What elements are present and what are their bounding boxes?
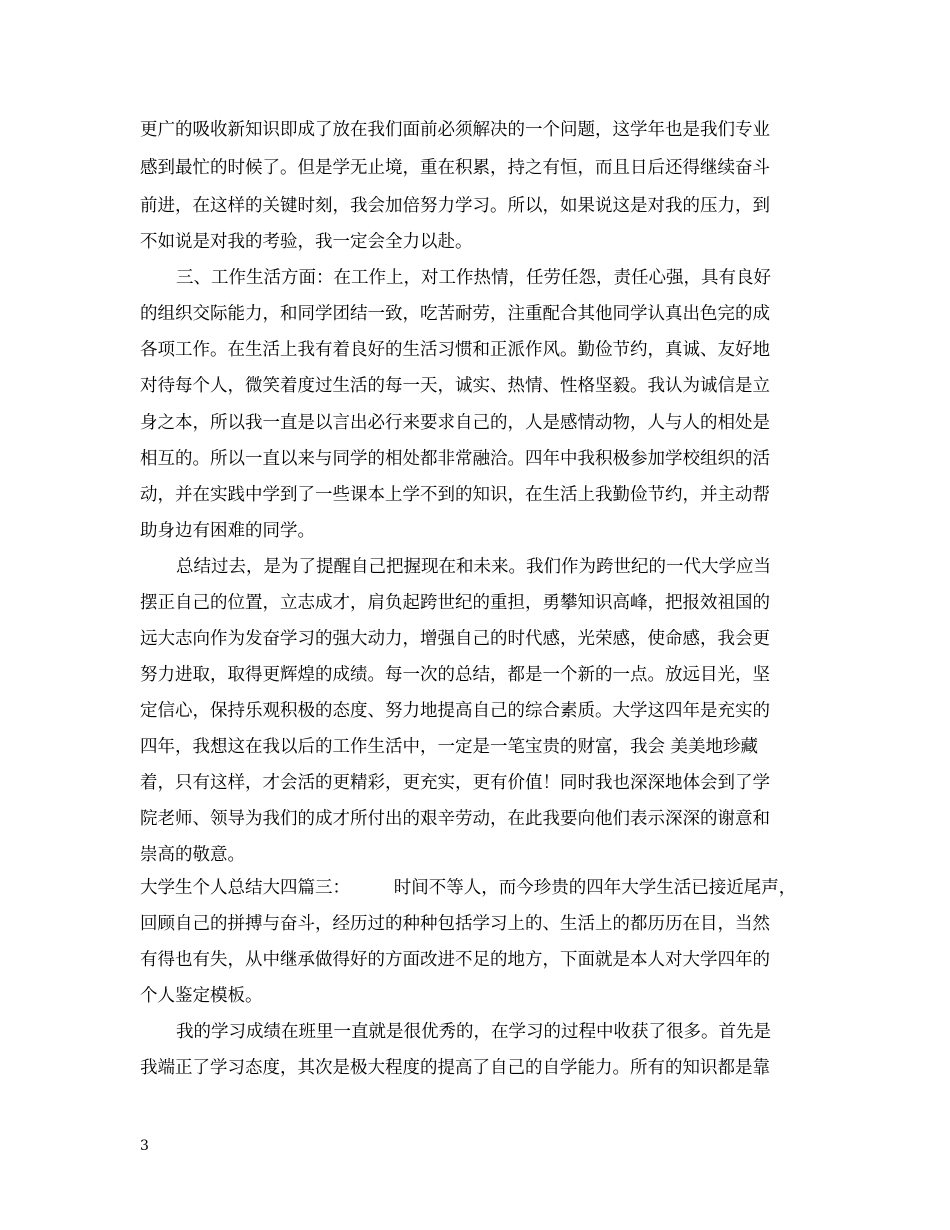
page-number: 3 [140,1138,149,1154]
paragraph-line: 远大志向作为发奋学习的强大动力，增强自己的时代感，光荣感，使命感，我会更 [140,629,770,649]
paragraph-line: 我的学习成绩在班里一直就是很优秀的，在学习的过程中收获了很多。首先是 [176,1022,771,1042]
paragraph-line: 努力进取，取得更辉煌的成绩。每一次的总结，都是一个新的一点。放远目光，坚 [140,665,770,685]
paragraph-line: 感到最忙的时候了。但是学无止境，重在积累，持之有恒，而且日后还得继续奋斗 [140,158,770,178]
paragraph-line: 前进，在这样的关键时刻，我会加倍努力学习。所以，如果说这是对我的压力，到 [140,196,770,216]
paragraph-line: 各项工作。在生活上我有着良好的生活习惯和正派作风。勤俭节约，真诚、友好地 [140,340,770,360]
paragraph-line: 四年，我想这在我以后的工作生活中，一定是一笔宝贵的财富，我会 美美地珍藏 [140,737,759,757]
paragraph-line: 崇高的敬意。 [140,845,245,865]
paragraph-line: 着，只有这样，才会活的更精彩，更充实，更有价值！同时我也深深地体会到了学 [140,773,770,793]
paragraph-line: 身之本，所以我一直是以言出必行来要求自己的，人是感情动物，人与人的相处是 [140,413,770,433]
paragraph-line: 更广的吸收新知识即成了放在我们面前必须解决的一个问题，这学年也是我们专业 [140,120,770,140]
paragraph-line: 我端正了学习态度，其次是极大程度的提高了自己的自学能力。所有的知识都是靠 [140,1058,770,1078]
paragraph-line: 三、工作生活方面：在工作上，对工作热情，任劳任怨，责任心强，具有良好 [176,268,771,288]
paragraph-line: 不如说是对我的考验，我一定会全力以赴。 [140,232,473,252]
section-heading-line: 大学生个人总结大四篇三： 时间不等人，而今珍贵的四年大学生活已接近尾声， [140,878,797,898]
paragraph-line: 动，并在实践中学到了一些课本上学不到的知识，在生活上我勤俭节约，并主动帮 [140,485,770,505]
paragraph-line: 回顾自己的拼搏与奋斗，经历过的种种包括学习上的、生活上的都历历在目，当然 [140,914,770,934]
paragraph-line: 的组织交际能力，和同学团结一致，吃苦耐劳，注重配合其他同学认真出色完的成 [140,304,770,324]
paragraph-line: 助身边有困难的同学。 [140,521,315,541]
paragraph-line: 相互的。所以一直以来与同学的相处都非常融洽。四年中我积极参加学校组织的活 [140,449,770,469]
paragraph-line: 个人鉴定模板。 [140,986,263,1006]
paragraph-line: 总结过去，是为了提醒自己把握现在和未来。我们作为跨世纪的一代大学应当 [176,557,771,577]
paragraph-line: 摆正自己的位置，立志成才，肩负起跨世纪的重担，勇攀知识高峰，把报效祖国的 [140,593,770,613]
paragraph-line: 有得也有失，从中继承做得好的方面改进不足的地方，下面就是本人对大学四年的 [140,950,770,970]
paragraph-line: 对待每个人，微笑着度过生活的每一天，诚实、热情、性格坚毅。我认为诚信是立 [140,376,770,396]
paragraph-line: 院老师、领导为我们的成才所付出的艰辛劳动，在此我要向他们表示深深的谢意和 [140,809,770,829]
paragraph-line: 定信心，保持乐观积极的态度、努力地提高自己的综合素质。大学这四年是充实的 [140,701,770,721]
